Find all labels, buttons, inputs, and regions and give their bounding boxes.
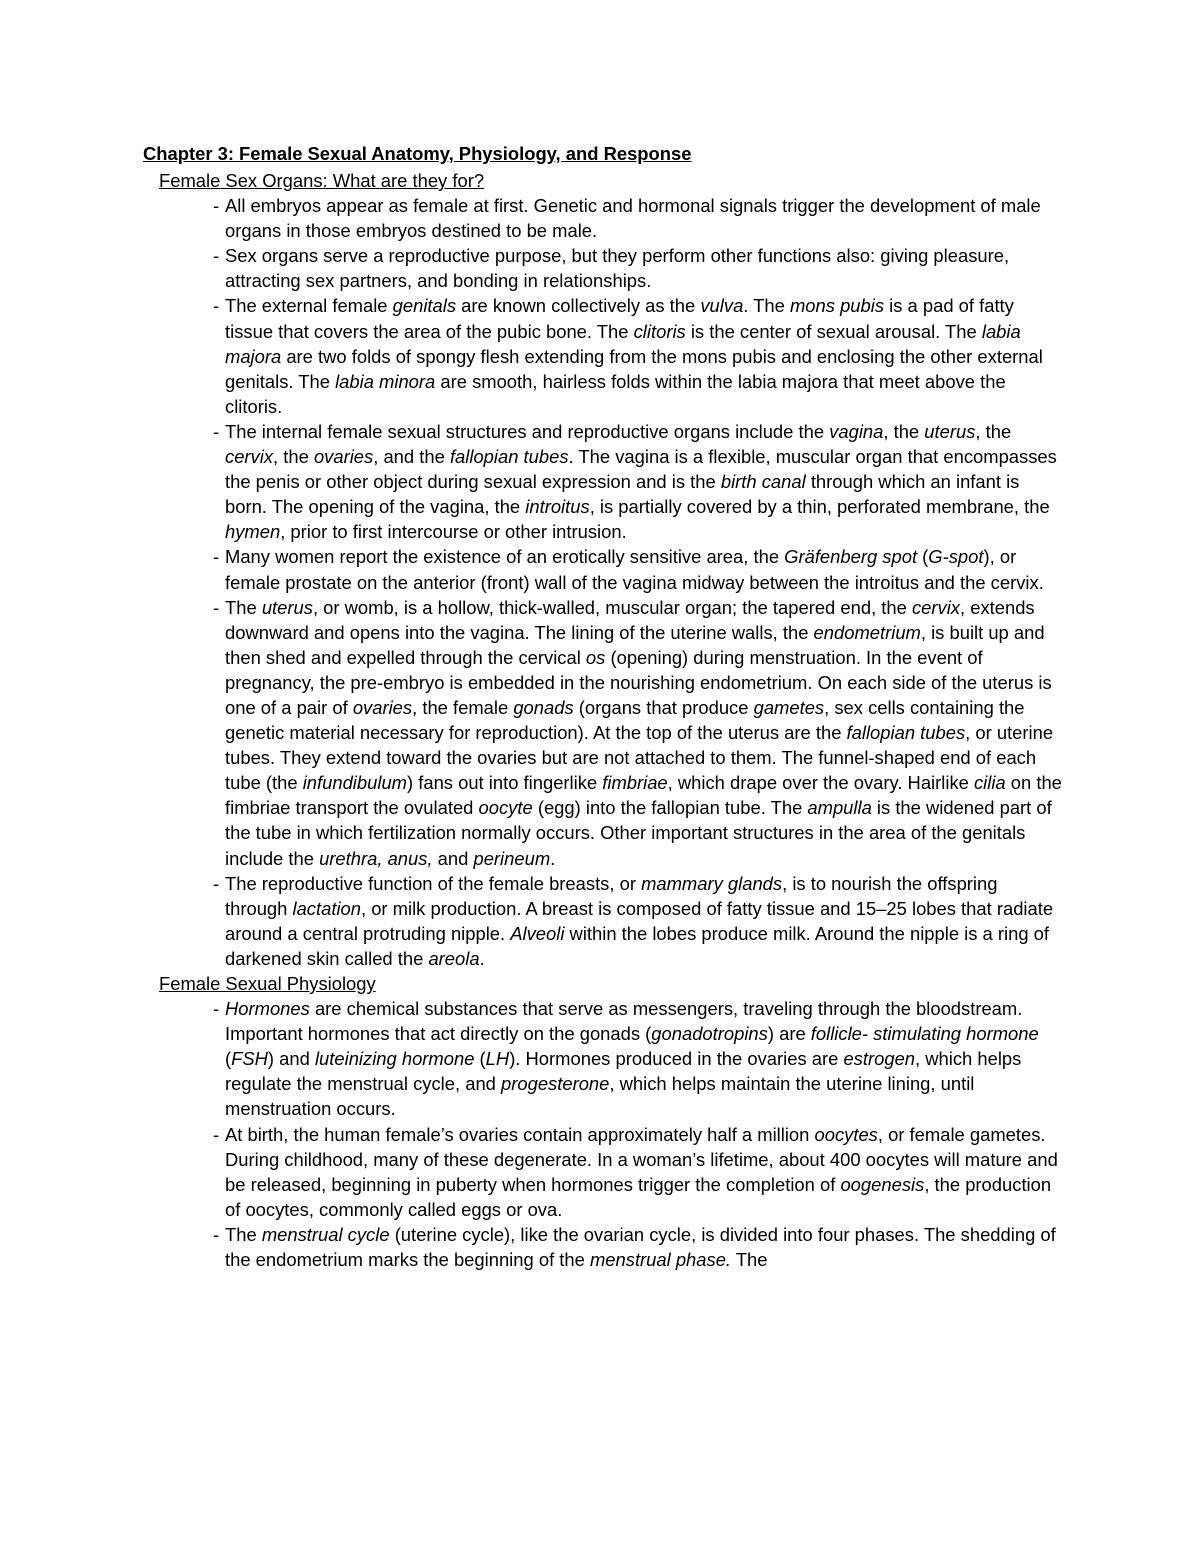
italic-term: gametes bbox=[753, 696, 825, 718]
text-segment: , the female bbox=[412, 696, 514, 718]
text-segment: , is to nourish the offspring through bbox=[225, 872, 998, 919]
text-segment: within the lobes produce milk. Around the nipple is a ring of darkened skin called the bbox=[225, 922, 1050, 969]
italic-term: oocyte bbox=[478, 797, 533, 819]
text-segment: ( bbox=[225, 1048, 232, 1070]
text-segment: ( bbox=[917, 546, 929, 568]
bullet-list bbox=[143, 193, 1063, 971]
italic-term: lactation bbox=[292, 897, 361, 919]
bullet-item bbox=[213, 595, 1063, 871]
italic-term: G-spot bbox=[928, 546, 984, 568]
italic-term: birth canal bbox=[720, 471, 806, 493]
italic-term: FSH bbox=[231, 1048, 268, 1070]
italic-term: ovaries bbox=[313, 446, 374, 468]
text-segment: The bbox=[225, 596, 262, 618]
text-segment: are known collectively as the bbox=[456, 295, 701, 317]
italic-term: perineum bbox=[473, 847, 551, 869]
italic-term: cervix bbox=[225, 446, 274, 468]
italic-term: progesterone bbox=[501, 1073, 610, 1095]
text-segment: At birth, the human female’s ovaries contain approximately half a million bbox=[225, 1123, 815, 1145]
text-segment: , extends downward and opens into the vagina. The lining of the uterine walls, the bbox=[225, 596, 1035, 643]
bullet-item bbox=[213, 871, 1063, 971]
document-page bbox=[143, 140, 1063, 1272]
text-segment: (opening) during menstruation. In the event of pregnancy, the pre-embryo is embedded in the nourishing endometrium. On each side of the uterus is one of a pair of bbox=[225, 646, 1052, 718]
italic-term: labia majora bbox=[225, 320, 1021, 367]
italic-term: ampulla bbox=[807, 797, 872, 819]
italic-term: os bbox=[585, 646, 606, 668]
text-segment: Sex organs serve a reproductive purpose, but they perform other functions also: giving pleasure, attracting sex partners, and bonding in relationships. bbox=[225, 245, 1010, 292]
text-segment: , is built up and then shed and expelled through the cervical bbox=[225, 621, 1045, 668]
italic-term: areola bbox=[428, 947, 480, 969]
text-segment: , the production of oocytes, commonly called eggs or ova. bbox=[225, 1173, 1052, 1220]
text-segment: , or womb, is a hollow, thick-walled, muscular organ; the tapered end, the bbox=[312, 596, 912, 618]
italic-term: luteinizing hormone bbox=[314, 1048, 475, 1070]
text-segment: All embryos appear as female at first. Genetic and hormonal signals trigger the development of male organs in those embryos destined to be male. bbox=[225, 195, 1041, 242]
bullet-item bbox=[213, 243, 1063, 293]
italic-term: oogenesis bbox=[840, 1173, 925, 1195]
bullet-item bbox=[213, 293, 1063, 418]
text-segment: (organs that produce bbox=[573, 696, 754, 718]
text-segment: , the bbox=[975, 420, 1012, 442]
text-segment: Many women report the existence of an erotically sensitive area, the bbox=[225, 546, 785, 568]
italic-term: Gräfenberg spot bbox=[784, 546, 918, 568]
italic-term: cervix bbox=[911, 596, 960, 618]
italic-term: infundibulum bbox=[302, 772, 407, 794]
text-segment: , which drape over the ovary. Hairlike bbox=[667, 772, 974, 794]
italic-term: genitals bbox=[392, 295, 457, 317]
text-segment: , or milk production. A breast is composed of fatty tissue and 15–25 lobes that radiate around a central protruding nipple. bbox=[225, 897, 1054, 944]
text-segment: are smooth, hairless folds within the labia majora that meet above the clitoris. bbox=[225, 370, 1006, 417]
text-segment: ) and bbox=[267, 1048, 315, 1070]
italic-term: vagina bbox=[829, 420, 884, 442]
italic-term: uterus bbox=[924, 420, 976, 442]
bullet-item bbox=[213, 1222, 1063, 1272]
text-segment: , which helps regulate the menstrual cycle, and bbox=[225, 1048, 1022, 1095]
bullet-list bbox=[143, 996, 1063, 1272]
text-segment: ( bbox=[474, 1048, 486, 1070]
text-segment: , prior to first intercourse or other intrusion. bbox=[280, 521, 627, 543]
sections-container bbox=[143, 168, 1063, 1272]
bullet-item bbox=[213, 193, 1063, 243]
italic-term: LH bbox=[485, 1048, 510, 1070]
text-segment: , is partially covered by a thin, perforated membrane, the bbox=[589, 496, 1050, 518]
italic-term: cilia bbox=[973, 772, 1006, 794]
italic-term: fimbriae bbox=[602, 772, 668, 794]
text-segment: is the center of sexual arousal. The bbox=[685, 320, 982, 342]
italic-term: fallopian tubes bbox=[449, 446, 569, 468]
text-segment: , the bbox=[883, 420, 925, 442]
text-segment: . bbox=[479, 947, 485, 969]
text-segment: , and the bbox=[373, 446, 450, 468]
text-segment: The internal female sexual structures and reproductive organs include the bbox=[225, 420, 830, 442]
chapter-title: Chapter 3: Female Sexual Anatomy, Physiology, and Response bbox=[143, 143, 692, 164]
italic-term: gonads bbox=[513, 696, 574, 718]
bullet-item bbox=[213, 996, 1063, 1121]
section-heading: Female Sex Organs: What are they for? bbox=[159, 170, 485, 191]
text-segment: . The vagina is a flexible, muscular organ that encompasses the penis or other object during sexual expression and is the bbox=[225, 446, 1057, 493]
text-segment: ). Hormones produced in the ovaries are bbox=[509, 1048, 844, 1070]
text-segment: (egg) into the fallopian tube. The bbox=[532, 797, 808, 819]
text-segment: . The bbox=[743, 295, 790, 317]
italic-term: gonadotropins bbox=[651, 1023, 768, 1045]
text-segment: on the fimbriae transport the ovulated bbox=[225, 772, 1062, 819]
text-segment: ) fans out into fingerlike bbox=[407, 772, 603, 794]
text-segment: , sex cells containing the genetic material necessary for reproduction). At the top of the uterus are the bbox=[225, 696, 1025, 744]
italic-term: follicle- stimulating hormone bbox=[810, 1023, 1039, 1045]
bullet-item bbox=[213, 1122, 1063, 1222]
text-segment: , or uterine tubes. They extend toward the ovaries but are not attached to them. The funnel-shaped end of each tube (the bbox=[225, 722, 1054, 794]
text-segment: , which helps maintain the uterine lining, until menstruation occurs. bbox=[225, 1073, 975, 1120]
text-segment: , or female gametes. During childhood, many of these degenerate. In a woman’s lifetime, about 400 oocytes will mature and be released, beginning in puberty when hormones trigger the completion of bbox=[225, 1123, 1058, 1195]
text-segment: The bbox=[731, 1249, 768, 1271]
text-segment: are chemical substances that serve as messengers, traveling through the bloodstream. Important hormones that act directly on the gonads ( bbox=[225, 998, 1023, 1045]
italic-term: Alveoli bbox=[510, 922, 565, 944]
text-segment: through which an infant is born. The opening of the vagina, the bbox=[225, 471, 1020, 518]
text-segment: ), or female prostate on the anterior (front) wall of the vagina midway between the introitus and the cervix. bbox=[225, 546, 1044, 593]
italic-term: clitoris bbox=[633, 320, 686, 342]
text-segment: is a pad of fatty tissue that covers the area of the pubic bone. The bbox=[225, 295, 1014, 342]
italic-term: endometrium bbox=[813, 621, 921, 643]
italic-term: hymen bbox=[225, 521, 281, 543]
italic-term: fallopian tubes bbox=[846, 722, 966, 744]
text-segment: ) are bbox=[767, 1023, 811, 1045]
text-segment: The bbox=[225, 1223, 262, 1245]
italic-term: uterus bbox=[261, 596, 313, 618]
text-segment: . bbox=[550, 847, 556, 869]
bullet-item bbox=[213, 419, 1063, 544]
text-segment: is the widened part of the tube in which fertilization normally occurs. Other important structures in the area of the genitals include the bbox=[225, 797, 1052, 869]
text-segment: and bbox=[432, 847, 474, 869]
text-segment: The reproductive function of the female breasts, or bbox=[225, 872, 642, 894]
italic-term: estrogen bbox=[843, 1048, 916, 1070]
italic-term: urethra, anus, bbox=[319, 847, 433, 869]
italic-term: vulva bbox=[700, 295, 744, 317]
italic-term: mammary glands bbox=[641, 872, 783, 894]
section-heading: Female Sexual Physiology bbox=[159, 973, 376, 994]
bullet-item bbox=[213, 544, 1063, 594]
text-segment: are two folds of spongy flesh extending from the mons pubis and enclosing the other external genitals. The bbox=[225, 345, 1043, 392]
text-segment: The external female bbox=[225, 295, 393, 317]
italic-term: menstrual phase. bbox=[589, 1249, 732, 1271]
text-segment: (uterine cycle), like the ovarian cycle, is divided into four phases. The shedding of the endometrium marks the beginning of the bbox=[225, 1223, 1056, 1271]
italic-term: introitus bbox=[525, 496, 590, 518]
italic-term: oocytes bbox=[814, 1123, 878, 1145]
italic-term: labia minora bbox=[335, 370, 436, 392]
italic-term: Hormones bbox=[225, 998, 310, 1020]
italic-term: ovaries bbox=[352, 696, 413, 718]
italic-term: menstrual cycle bbox=[261, 1223, 390, 1245]
italic-term: mons pubis bbox=[789, 295, 885, 317]
text-segment: , the bbox=[273, 446, 314, 468]
